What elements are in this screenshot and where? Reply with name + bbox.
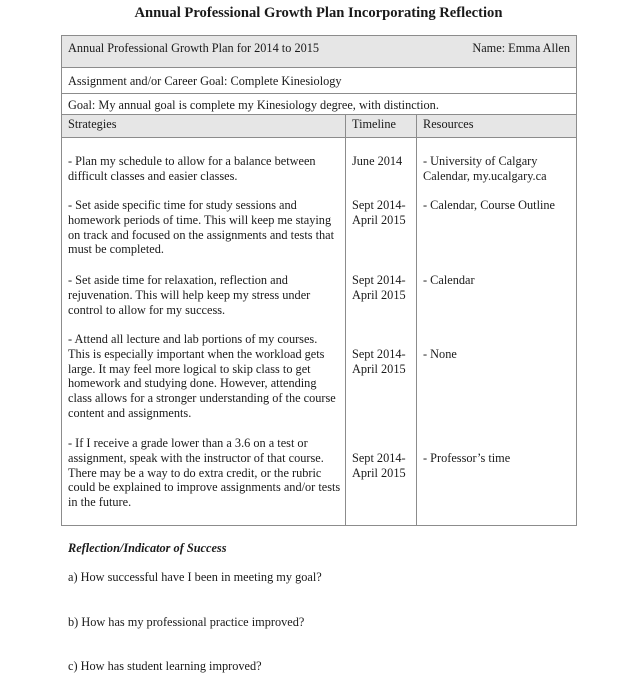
reflection-heading: Reflection/Indicator of Success xyxy=(68,541,227,555)
table-body xyxy=(62,138,576,525)
strategy-cell: - If I receive a grade lower than a 3.6 on a test or assignment, speak with the instructor of that course. There may be a way to do extra credit, or the rubric could be explained to improve assignments and/or tests in the future. xyxy=(68,436,341,510)
strategy-cell: - Set aside specific time for study sessions and homework periods of time. This will keep me staying on track and focused on the assignments and tests that must be completed. xyxy=(68,198,335,257)
assignment-goal-text: Assignment and/or Career Goal: Complete Kinesiology xyxy=(68,74,342,88)
student-name: Name: Emma Allen xyxy=(472,41,570,55)
timeline-cell: June 2014 xyxy=(352,154,403,168)
timeline-cell: Sept 2014- April 2015 xyxy=(352,198,406,227)
resources-cell: - None xyxy=(423,347,457,361)
resources-cell: - Calendar, Course Outline xyxy=(423,198,556,212)
resources-column xyxy=(417,138,576,525)
assignment-row xyxy=(62,68,576,94)
document-title: Annual Professional Growth Plan Incorporating Reflection xyxy=(134,5,503,21)
column-header-resources: Resources xyxy=(423,117,474,131)
timeline-cell: Sept 2014- April 2015 xyxy=(352,451,406,480)
timeline-cell: Sept 2014- April 2015 xyxy=(352,273,406,302)
timeline-column xyxy=(346,138,417,525)
strategies-column xyxy=(62,138,346,525)
goal-row xyxy=(62,94,576,114)
growth-plan-table xyxy=(61,35,577,526)
plan-header-row xyxy=(62,36,576,68)
timeline-cell: Sept 2014- April 2015 xyxy=(352,347,406,376)
plan-period-label: Annual Professional Growth Plan for 2014 to 2015 xyxy=(68,41,320,55)
reflection-question: b) How has my professional practice improved? xyxy=(68,615,305,629)
goal-text: Goal: My annual goal is complete my Kinesiology degree, with distinction. xyxy=(68,98,439,112)
resources-cell: - Professor’s time xyxy=(423,451,511,465)
reflection-question: a) How successful have I been in meeting my goal? xyxy=(68,570,322,584)
resources-cell: - Calendar xyxy=(423,273,475,287)
column-header-timeline: Timeline xyxy=(346,115,417,137)
strategy-cell: - Plan my schedule to allow for a balance between difficult classes and easier classes. xyxy=(68,154,316,183)
column-header-strategies: Strategies xyxy=(62,115,346,137)
strategy-cell: - Set aside time for relaxation, reflection and rejuvenation. This will help keep my stress under control to allow for my success. xyxy=(68,273,311,317)
strategy-cell: - Attend all lecture and lab portions of my courses. This is especially important when the workload gets large. It may feel more logical to skip class to get homework and studying done. However, attending class allows for a stronger understanding of the course content and assignments. xyxy=(68,332,336,420)
resources-cell: - University of Calgary Calendar, my.ucalgary.ca xyxy=(423,154,547,183)
reflection-question: c) How has student learning improved? xyxy=(68,659,262,673)
column-header-row xyxy=(62,114,576,138)
